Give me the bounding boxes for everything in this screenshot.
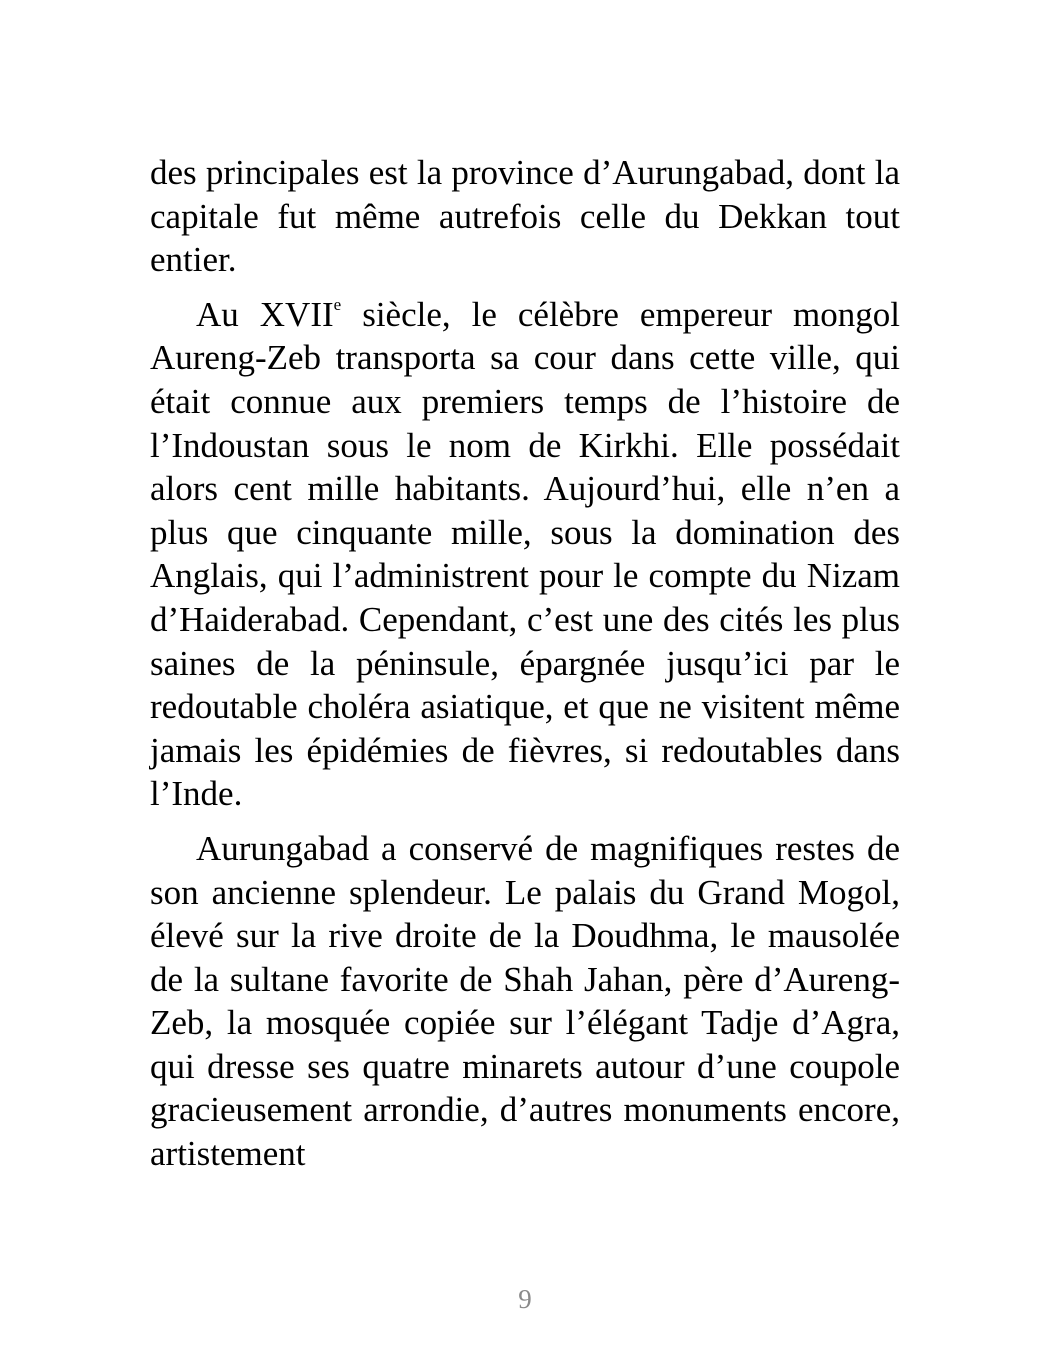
- paragraph-xvii-siecle: [150, 293, 900, 816]
- page-number: 9: [518, 1284, 532, 1314]
- paragraph-aurungabad-monuments: Aurungabad a conservé de magnifiques restes de son ancienne splendeur. Le palais du Grand Mogol, élevé sur la rive droite de la Doudhma, le mausolée de la sultane favorite de Shah Jahan, père d’Aureng-Zeb, la mosquée copiée sur l’élégant Tadje d’Agra, qui dresse ses quatre minarets autour d’une coupole gracieusement arrondie, d’autres monuments encore, artistement: [150, 828, 900, 1174]
- paragraph-lead: Au XVII: [196, 294, 334, 334]
- paragraph-continuation: des principales est la province d’Aurungabad, dont la capitale fut même autrefois celle du Dekkan tout entier.: [150, 153, 900, 280]
- superscript-e: e: [333, 294, 342, 314]
- body-text: [150, 151, 900, 1187]
- paragraph-body: siècle, le célèbre empereur mongol Aureng-Zeb transporta sa cour dans cette ville, qui était connue aux premiers temps de l’histoire de l’Indoustan sous le nom de Kirkhi. Elle possédait alors cent mille habitants. Aujourd’hui, elle n’en a plus que cinquante mille, sous la domination des Anglais, qui l’administrent pour le compte du Nizam d’Haiderabad. Cependant, c’est une des cités les plus saines de la péninsule, épargnée jusqu’ici par le redoutable choléra asiatique, et que ne visitent même jamais les épidémies de fièvres, si redoutables dans l’Inde.: [150, 294, 901, 814]
